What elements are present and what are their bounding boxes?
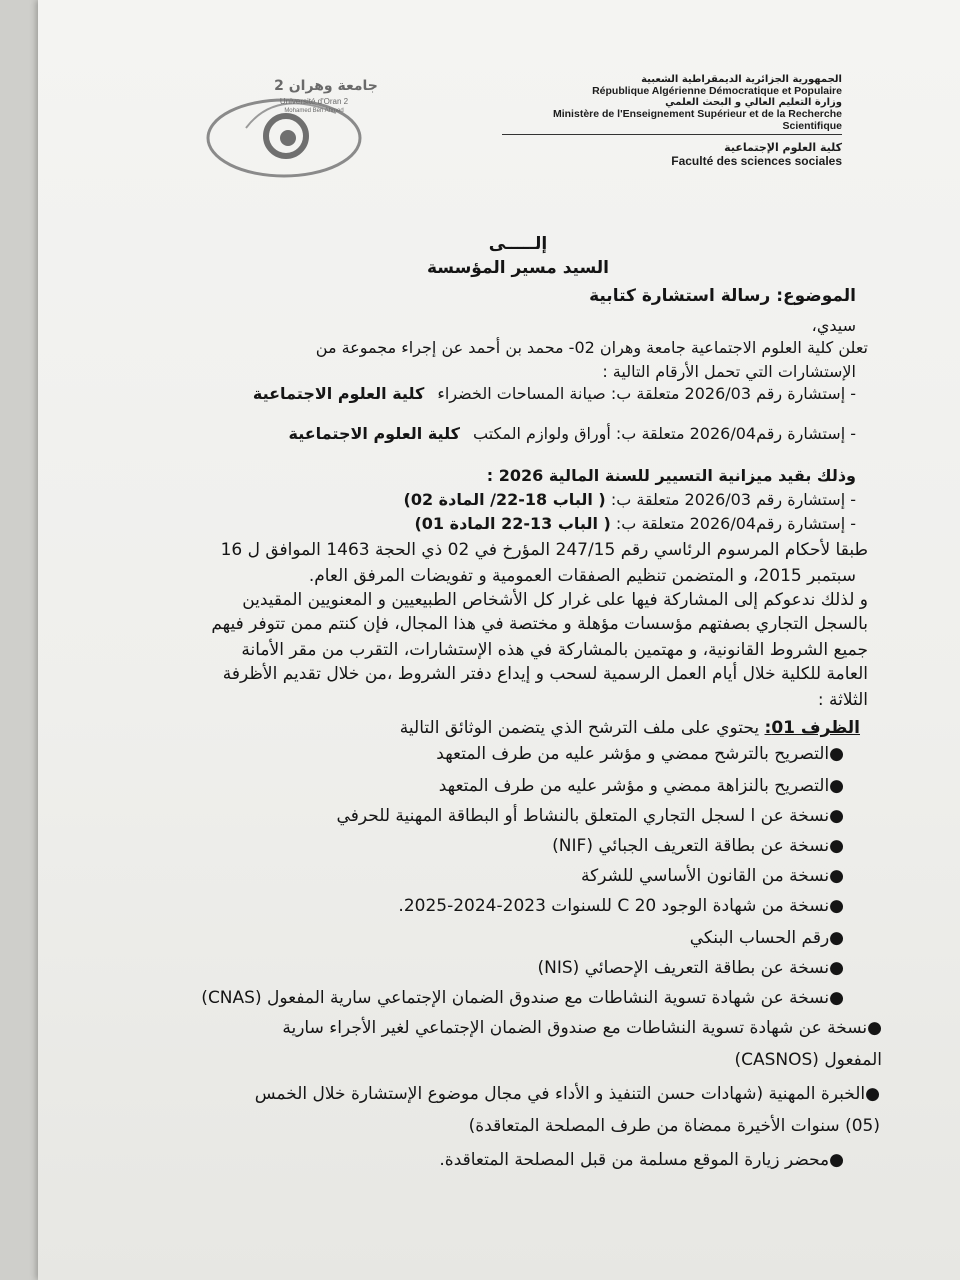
envelope-label: الظرف 01: xyxy=(764,718,860,738)
university-logo xyxy=(206,68,396,178)
address-to: إلـــــى xyxy=(488,234,548,254)
document-item: ●التصريح بالنزاهة ممضي و مؤشر عليه من طرف المتعهد xyxy=(438,776,844,796)
decree-line: بالسجل التجاري بصفتهم مؤسسات مؤهلة و مختصة في هذا المجال، فإن كنتم ممن تتوفر فيهم xyxy=(211,614,868,634)
logo-sub-fr: Mohamed Ben Ahmed xyxy=(284,108,344,114)
decree-line: العامة للكلية خلال أيام العمل الرسمية لسحب و إيداع دفتر الشروط ،من خلال تقديم الأظرفة xyxy=(222,664,868,684)
salutation: سيدي، xyxy=(811,316,856,335)
document-item: ●نسخة من القانون الأساسي للشركة xyxy=(581,866,844,886)
ministry-fr: Ministère de l'Enseignement Supérieur et de la Recherche Scientifique xyxy=(552,108,842,132)
faculty-ar: كلية العلوم الإجتماعية xyxy=(724,141,842,154)
document-item: (05) سنوات الأخيرة ممضاة من طرف المصلحة المتعاقدة) xyxy=(468,1116,880,1136)
faculty-fr: Faculté des sciences sociales xyxy=(671,154,842,168)
republic-ar: الجمهورية الجزائرية الديمقراطية الشعبية xyxy=(641,74,842,85)
envelope-text: يحتوي على ملف الترشح الذي يتضمن الوثائق التالية xyxy=(399,718,760,738)
consultation-2-text: - إستشارة رقم2026/04 متعلقة ب: أوراق ولوازم المكتب xyxy=(473,424,856,443)
document-item: ●نسخة عن بطاقة التعريف الإحصائي (NIS) xyxy=(537,958,844,978)
budget-1-chapter: ( الباب 18-22/ المادة 02) xyxy=(403,490,606,509)
header-divider xyxy=(502,134,842,135)
consultation-1-faculty: كلية العلوم الاجتماعية xyxy=(252,384,425,403)
logo-text-fr: Université d'Oran 2 xyxy=(279,97,349,106)
consultation-1 xyxy=(253,384,856,403)
consultation-2 xyxy=(289,424,856,443)
budget-line-2 xyxy=(414,514,856,533)
budget-2-text: - إستشارة رقم2026/04 متعلقة ب: xyxy=(615,514,856,533)
decree-line: جميع الشروط القانونية، و مهتمين بالمشاركة في هذه الإستشارات، التقرب من مقر الأمانة xyxy=(241,640,868,660)
document-item: ●الخبرة المهنية (شهادات حسن التنفيذ و الأداء في مجال موضوع الإستشارة خلال الخمس xyxy=(254,1084,880,1104)
decree-line: طبقا لأحكام المرسوم الرئاسي رقم 247/15 المؤرخ في 02 ذي الحجة 1463 الموافق ل 16 xyxy=(220,540,868,560)
document-item: ●نسخة عن ا لسجل التجاري المتعلق بالنشاط أو البطاقة المهنية للحرفي xyxy=(336,806,844,826)
university-logo-icon xyxy=(206,68,396,178)
subject-line: الموضوع: رسالة استشارة كتابية xyxy=(589,286,856,306)
document-item: ●نسخة عن شهادة تسوية النشاطات مع صندوق الضمان الإجتماعي سارية المفعول (CNAS) xyxy=(201,988,844,1008)
consultation-2-faculty: كلية العلوم الاجتماعية xyxy=(288,424,460,443)
budget-2-chapter: ( الباب 13-22 المادة 01) xyxy=(414,514,611,533)
address-recipient: السيد مسير المؤسسة xyxy=(426,258,610,278)
document-item: ●محضر زيارة الموقع مسلمة من قبل المصلحة المتعاقدة. xyxy=(439,1150,844,1170)
institution-header xyxy=(502,74,842,168)
ministry-ar: وزارة التعليم العالي و البحث العلمي xyxy=(665,97,842,108)
budget-1-text: - إستشارة رقم 2026/03 متعلقة ب: xyxy=(610,490,856,509)
envelope-line xyxy=(400,718,860,738)
intro-line-2: الإستشارات التي تحمل الأرقام التالية : xyxy=(602,362,856,381)
document-item: ●التصريح بالترشح ممضي و مؤشر عليه من طرف المتعهد xyxy=(436,744,844,764)
budget-title: وذلك بقيد ميزانية التسيير للسنة المالية 2026 : xyxy=(486,466,856,485)
decree-line: الثلاثة : xyxy=(817,690,868,710)
document-item: المفعول (CASNOS) xyxy=(734,1050,882,1070)
background-page xyxy=(0,0,40,1280)
document-item: ●نسخة عن بطاقة التعريف الجبائي (NIF) xyxy=(552,836,844,856)
document-item: ●نسخة من شهادة الوجود C 20 للسنوات 2023-2024-2025. xyxy=(398,896,844,916)
document-item: ●نسخة عن شهادة تسوية النشاطات مع صندوق الضمان الإجتماعي لغير الأجراء سارية xyxy=(282,1018,882,1038)
decree-line: سبتمبر 2015، و المتضمن تنظيم الصفقات العمومية و تفويضات المرفق العام. xyxy=(308,566,856,586)
logo-text-ar: جامعة وهران 2 xyxy=(274,78,378,94)
document-item: ●رقم الحساب البنكي xyxy=(689,928,844,948)
budget-line-1 xyxy=(404,490,856,509)
republic-fr: République Algérienne Démocratique et Populaire xyxy=(592,85,842,97)
intro-line-1: تعلن كلية العلوم الاجتماعية جامعة وهران 02- محمد بن أحمد عن إجراء مجموعة من xyxy=(315,338,868,357)
decree-line: و لذلك ندعوكم إلى المشاركة فيها على غرار كل الأشخاص الطبيعيين و المعنويين المقيدين xyxy=(242,590,868,610)
document-page xyxy=(38,0,960,1280)
consultation-1-text: - إستشارة رقم 2026/03 متعلقة ب: صيانة المساحات الخضراء xyxy=(437,384,856,403)
